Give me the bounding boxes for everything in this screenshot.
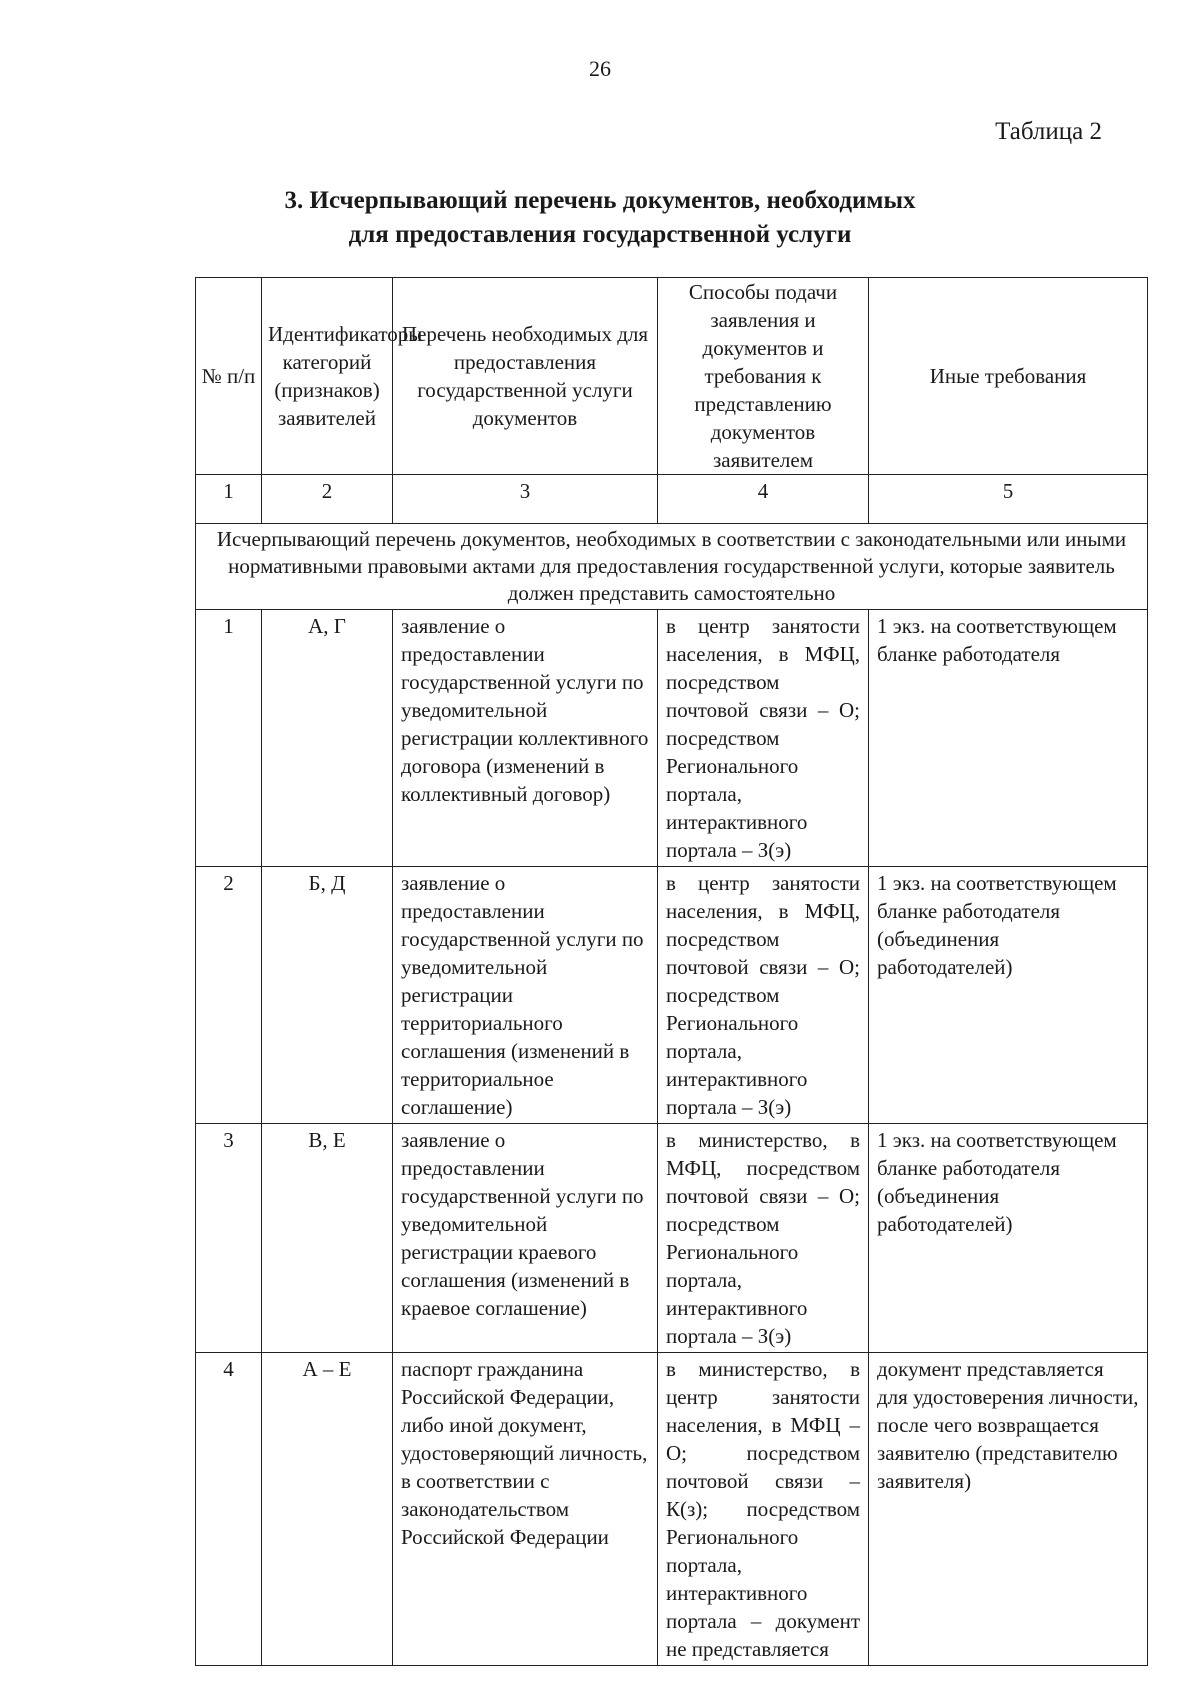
row-document: паспорт гражданина Российской Федерации, либо иной документ, удостоверяющий личность, в соответствии с законодательством Российской Федерации — [393, 1353, 658, 1666]
section-row — [196, 524, 1148, 610]
row-number: 2 — [196, 867, 262, 1124]
table-row — [196, 867, 1148, 1124]
row-submission-method: в министерство, в МФЦ, посредством почтовой связи – О; посредством Регионального портала, интерактивного портала – З(э) — [658, 1124, 869, 1353]
row-other-requirements: 1 экз. на соответствующем бланке работодателя — [869, 610, 1148, 867]
table-row — [196, 610, 1148, 867]
header-documents: Перечень необходимых для предоставления государственной услуги документов — [393, 278, 658, 475]
header-num: № п/п — [196, 278, 262, 475]
row-submission-method: в министерство, в центр занятости населения, в МФЦ – О; посредством почтовой связи – К(з); посредством Регионального портала, интерактивного портала – документ не представляется — [658, 1353, 869, 1666]
row-other-requirements: документ представляется для удостоверения личности, после чего возвращается заявителю (представителю заявителя) — [869, 1353, 1148, 1666]
documents-table — [195, 277, 1148, 1666]
table-row — [196, 1353, 1148, 1666]
column-number: 5 — [869, 475, 1148, 524]
header-other-requirements: Иные требования — [869, 278, 1148, 475]
row-number: 1 — [196, 610, 262, 867]
row-number: 3 — [196, 1124, 262, 1353]
table-row — [196, 1124, 1148, 1353]
column-number: 1 — [196, 475, 262, 524]
page-number: 26 — [589, 56, 611, 81]
row-document: заявление о предоставлении государственной услуги по уведомительной регистрации территориального соглашения (изменений в территориальное соглашение) — [393, 867, 658, 1124]
column-number: 2 — [262, 475, 393, 524]
row-identifiers: Б, Д — [262, 867, 393, 1124]
row-submission-method: в центр занятости населения, в МФЦ, посредством почтовой связи – О; посредством Регионального портала, интерактивного портала – З(э) — [658, 610, 869, 867]
row-document: заявление о предоставлении государственной услуги по уведомительной регистрации коллективного договора (изменений в коллективный договор) — [393, 610, 658, 867]
column-number: 4 — [658, 475, 869, 524]
row-number: 4 — [196, 1353, 262, 1666]
section-title: Исчерпывающий перечень документов, необходимых в соответствии с законодательными или иными нормативными правовыми актами для предоставления государственной услуги, которые заявитель должен представить самостоятельно — [196, 524, 1148, 610]
row-identifiers: А, Г — [262, 610, 393, 867]
row-document: заявление о предоставлении государственной услуги по уведомительной регистрации краевого соглашения (изменений в краевое соглашение) — [393, 1124, 658, 1353]
row-submission-method: в центр занятости населения, в МФЦ, посредством почтовой связи – О; посредством Регионального портала, интерактивного портала – З(э) — [658, 867, 869, 1124]
table-label: Таблица 2 — [995, 118, 1102, 145]
header-identifiers: Идентификаторы категорий (признаков) заявителей — [262, 278, 393, 475]
column-number: 3 — [393, 475, 658, 524]
row-identifiers: А – Е — [262, 1353, 393, 1666]
header-row — [196, 278, 1148, 475]
document-title — [150, 184, 1050, 252]
column-number-row — [196, 475, 1148, 524]
row-identifiers: В, Е — [262, 1124, 393, 1353]
row-other-requirements: 1 экз. на соответствующем бланке работодателя (объединения работодателей) — [869, 867, 1148, 1124]
row-other-requirements: 1 экз. на соответствующем бланке работодателя (объединения работодателей) — [869, 1124, 1148, 1353]
header-submission-methods: Способы подачи заявления и документов и требования к представлению документов заявителем — [658, 278, 869, 475]
title-line-2: для предоставления государственной услуги — [348, 221, 852, 248]
title-line-1: 3. Исчерпывающий перечень документов, необходимых — [284, 187, 916, 214]
